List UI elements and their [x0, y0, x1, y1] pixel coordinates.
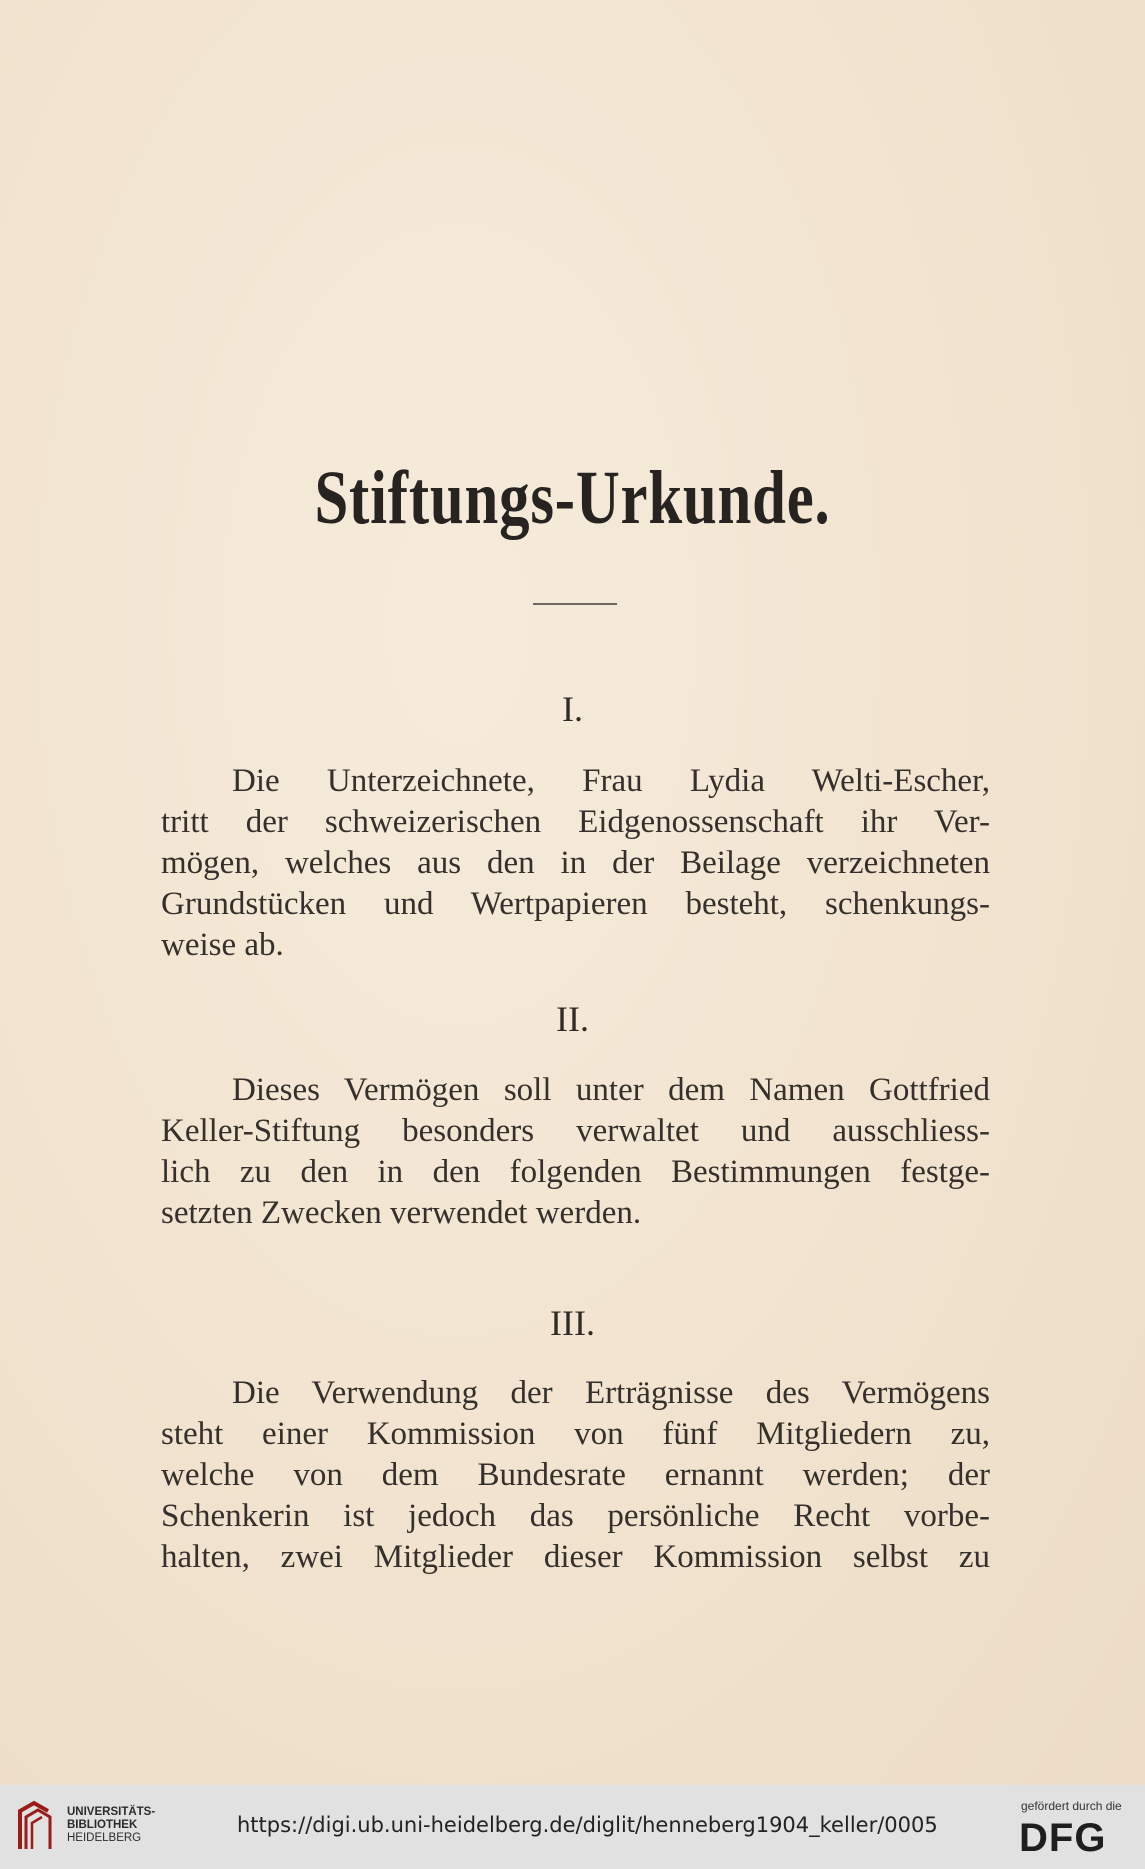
library-logo-line: UNIVERSITÄTS- [67, 1806, 156, 1818]
text-line: lich zu den in den folgenden Bestimmungen festge- [161, 1154, 990, 1190]
ub-heidelberg-logo-icon [14, 1797, 56, 1855]
text-line: tritt der schweizerischen Eidgenossenschaft ihr Ver- [161, 804, 990, 840]
text-line: halten, zwei Mitglieder dieser Kommission selbst zu [161, 1539, 990, 1575]
text-line: Keller-Stiftung besonders verwaltet und ausschliess- [161, 1113, 990, 1149]
funding-caption: gefördert durch die [1021, 1799, 1122, 1813]
text-line: Dieses Vermögen soll unter dem Namen Gottfried [232, 1072, 990, 1108]
text-line: steht einer Kommission von fünf Mitgliedern zu, [161, 1416, 990, 1452]
section-numeral-2: II. [556, 999, 589, 1039]
document-title: Stiftungs-Urkunde. [314, 456, 831, 540]
text-line: welche von dem Bundesrate ernannt werden; der [161, 1457, 990, 1493]
section-paragraph-2 [161, 1070, 990, 1234]
section-numeral-3: III. [550, 1303, 595, 1343]
text-line: Die Unterzeichnete, Frau Lydia Welti-Escher, [232, 763, 990, 799]
permalink-url[interactable]: https://digi.ub.uni-heidelberg.de/diglit/henneberg1904_keller/0005 [237, 1813, 938, 1837]
dfg-logo: DFG [1019, 1816, 1107, 1860]
section-numeral-1: I. [562, 689, 583, 729]
text-line: weise ab. [161, 927, 284, 963]
text-line: mögen, welches aus den in der Beilage verzeichneten [161, 845, 990, 881]
text-line: Die Verwendung der Erträgnisse des Vermögens [232, 1375, 990, 1411]
title-divider [533, 603, 617, 605]
footer-bar [0, 1785, 1145, 1869]
library-logo-line: HEIDELBERG [67, 1832, 142, 1844]
text-line: setzten Zwecken verwendet werden. [161, 1195, 642, 1231]
library-logo-line: BIBLIOTHEK [67, 1819, 138, 1831]
text-line: Grundstücken und Wertpapieren besteht, schenkungs- [161, 886, 990, 922]
section-paragraph-1 [161, 761, 990, 966]
text-line: Schenkerin ist jedoch das persönliche Recht vorbe- [161, 1498, 990, 1534]
library-logo-text [67, 1806, 155, 1845]
section-paragraph-3 [161, 1373, 990, 1578]
